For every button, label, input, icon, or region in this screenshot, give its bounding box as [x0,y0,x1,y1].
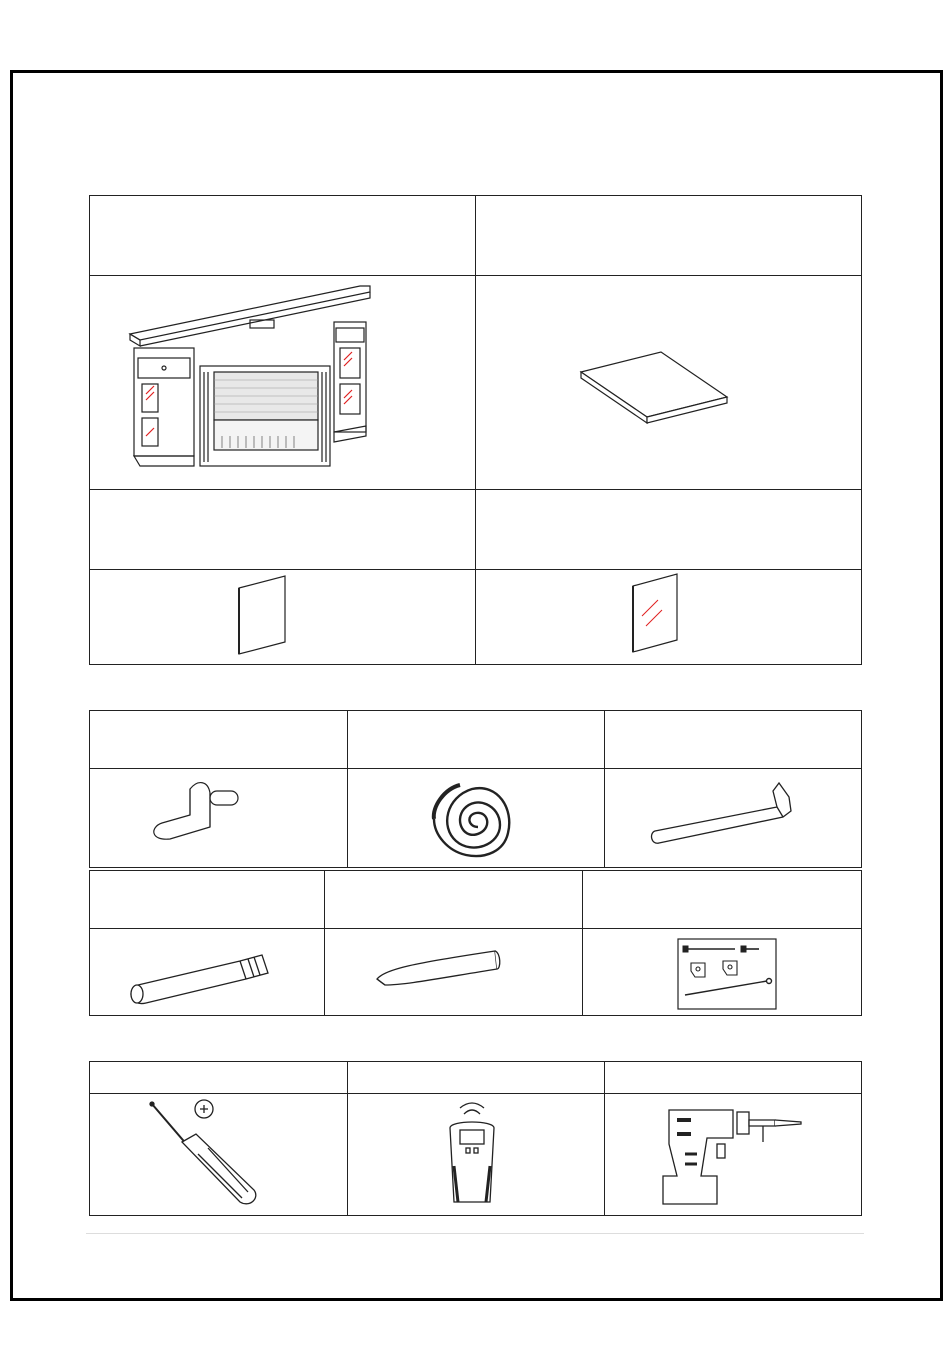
tools-image-cell [90,1094,348,1215]
parts-image-cell [90,570,476,664]
hardware-label-cell [605,711,861,769]
shelf-board-icon [476,276,861,490]
allen-key-icon [605,769,861,867]
tools-label [605,1062,861,1093]
touch-up-marker-icon [90,929,325,1015]
tools-image-cell [605,1094,861,1215]
power-drill-icon [605,1094,861,1215]
phillips-screwdriver-icon [90,1094,348,1215]
tools-table [89,1061,862,1216]
anti-tip-kit-icon [583,929,861,1015]
felt-strip-roll-icon [348,769,605,867]
hardware-image-cell [90,929,325,1015]
tools-label-cell [348,1062,605,1094]
glass-panel-icon [476,570,861,664]
parts-label [90,490,475,569]
hardware-image-cell [325,929,583,1015]
parts-image-cell [476,276,861,490]
parts-label-cell [476,490,861,570]
tools-label [348,1062,604,1093]
parts-label-cell [90,196,476,276]
shelf-support-pin-icon [90,769,348,867]
hardware-label-cell [90,711,348,769]
hardware-label [90,711,347,768]
hardware-image-cell [583,929,861,1015]
tools-label-cell [605,1062,861,1094]
parts-label-cell [90,490,476,570]
hardware-label [348,711,604,768]
hardware-label [325,871,582,928]
fireplace-mantel-icon [90,276,476,490]
parts-label-cell [476,196,861,276]
parts-image-cell [476,570,861,664]
parts-label [476,490,861,569]
tools-label [90,1062,347,1093]
wood-filler-icon [325,929,583,1015]
parts-image-cell [90,276,476,490]
parts-table [89,195,862,665]
hardware-label-cell [348,711,605,769]
stud-finder-icon [348,1094,605,1215]
hardware-table-1 [89,710,862,868]
hardware-label [605,711,861,768]
hardware-image-cell [605,769,861,867]
parts-label [90,196,475,275]
hardware-label [583,871,861,928]
footer-divider [86,1233,864,1234]
hardware-image-cell [90,769,348,867]
tools-label-cell [90,1062,348,1094]
door-panel-icon [90,570,476,664]
hardware-label [90,871,324,928]
hardware-label-cell [583,871,861,929]
hardware-image-cell [348,769,605,867]
hardware-label-cell [90,871,325,929]
hardware-table-2 [89,870,862,1016]
hardware-label-cell [325,871,583,929]
tools-image-cell [348,1094,605,1215]
parts-label [476,196,861,275]
